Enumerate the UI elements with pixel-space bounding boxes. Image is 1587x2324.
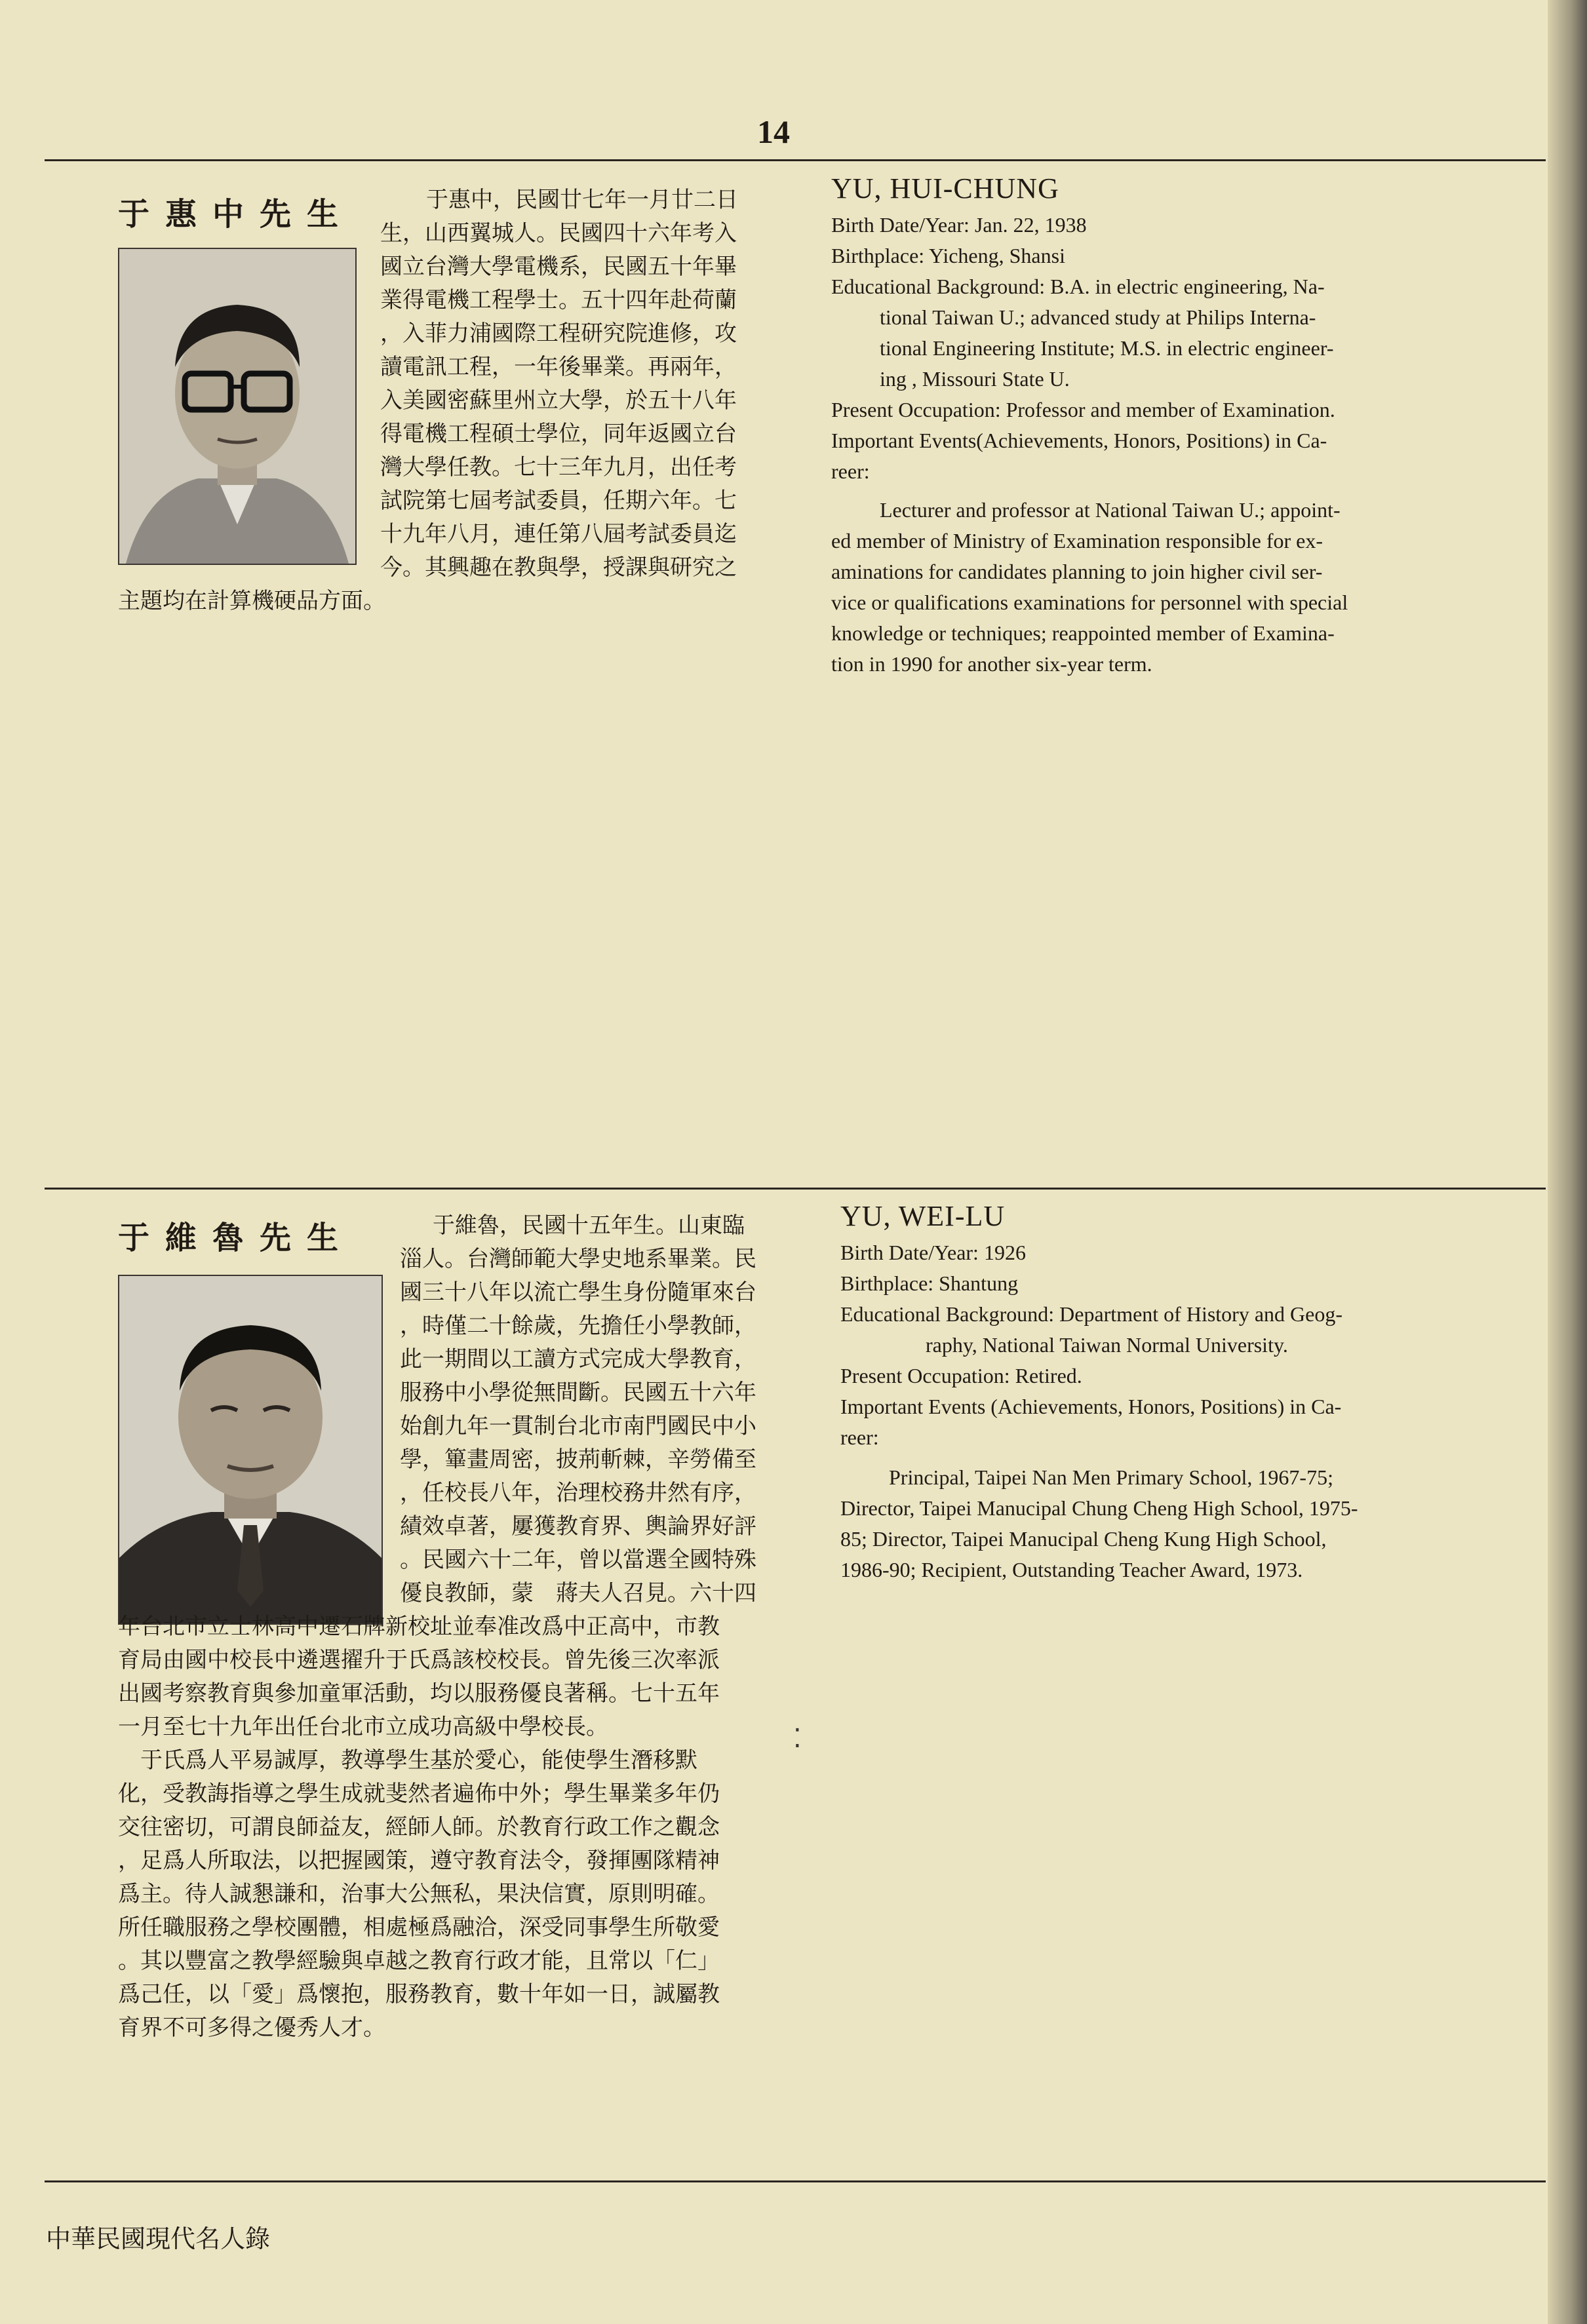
entry-2-en-line: Director, Taipei Manucipal Chung Cheng High School, 1975-: [840, 1496, 1358, 1520]
entry-2-cn-line: 于維魯，民國十五年生。山東臨: [433, 1212, 745, 1239]
entry-2-en-line: Principal, Taipei Nan Men Primary School, 1967-75;: [889, 1465, 1333, 1489]
entry-2-cn-line: 一月至七十九年出任台北市立成功高級中學校長。: [118, 1714, 608, 1740]
entry-2-cn-line: 育局由國中校長中遴選擢升于氏爲該校校長。曾先後三次率派: [118, 1647, 720, 1673]
entry-2-name-en: YU, WEI-LU: [840, 1200, 1006, 1232]
entry-1-cn-line: 今。其興趣在教與學，授課與研究之: [380, 554, 737, 581]
entry-2-cn-line: 此一期間以工讀方式完成大學教育，: [400, 1346, 756, 1372]
entry-1-cn-line: 入美國密蘇里州立大學，於五十八年: [380, 387, 737, 414]
entry-1-en-line: Important Events(Achievements, Honors, Positions) in Ca-: [831, 429, 1327, 452]
entry-1-cn-line: 于惠中，民國廿七年一月廿二日: [426, 187, 738, 213]
page-number: 14: [757, 113, 790, 150]
entry-2-cn-line: 。民國六十二年，曾以當選全國特殊: [400, 1547, 756, 1573]
stray-mark: ⁚: [793, 1724, 802, 1754]
entry-2-bio-en: [840, 1237, 1587, 1585]
entry-2-cn-line: 學，篳畫周密，披荊斬棘，辛勞備至: [400, 1446, 756, 1473]
entry-2-cn-line: 淄人。台灣師範大學史地系畢業。民: [400, 1246, 756, 1272]
entry-1-cn-line: 灣大學任教。七十三年九月，出任考: [380, 454, 737, 480]
entry-2-cn-line: 。其以豐富之教學經驗與卓越之教育行政才能，且常以「仁」: [118, 1948, 720, 1974]
entry-1-cn-line: 國立台灣大學電機系，民國五十年畢: [380, 254, 737, 280]
entry-1-cn-line: 讀電訊工程，一年後畢業。再兩年，: [380, 354, 737, 380]
entry-2-en-line: Present Occupation: Retired.: [840, 1364, 1082, 1387]
entry-2-cn-line: ，時僅二十餘歲，先擔任小學教師，: [400, 1313, 756, 1339]
entry-1-name-en: YU, HUI-CHUNG: [831, 172, 1059, 204]
entry-1-cn-line: 生，山西翼城人。民國四十六年考入: [380, 220, 737, 246]
entry-2-bio-cn-side: [400, 1209, 756, 1610]
entry-2-cn-line: 始創九年一貫制台北市南門國民中小: [400, 1413, 756, 1439]
entry-2-cn-line: 優良教師，蒙 蔣夫人召見。六十四: [400, 1580, 756, 1606]
entry-2-portrait-illustration: [119, 1276, 382, 1623]
entry-1-en-line: ing , Missouri State U.: [880, 367, 1070, 391]
entry-1-en-line: tional Taiwan U.; advanced study at Philips Interna-: [880, 305, 1316, 329]
entry-2-cn-line: 國三十八年以流亡學生身份隨軍來台: [400, 1279, 756, 1306]
entry-1-en-line: vice or qualifications examinations for personnel with special: [831, 591, 1348, 614]
entry-1-en-line: Present Occupation: Professor and member of Examination.: [831, 398, 1335, 421]
entry-2-name-cn: 于維魯先生: [118, 1220, 355, 1256]
entry-1-name-cn: 于惠中先生: [118, 196, 355, 233]
entry-1-cn-line: 得電機工程碩士學位，同年返國立台: [380, 421, 737, 447]
entry-2-portrait-photo: [118, 1275, 383, 1625]
entry-1-cn-line: 主題均在計算機硬品方面。: [118, 588, 385, 614]
entry-1-cn-line: ，入菲力浦國際工程研究院進修，攻: [380, 320, 737, 347]
entry-1-bio-cn-full: [118, 585, 385, 618]
entry-1-en-line: Birthplace: Yicheng, Shansi: [831, 244, 1065, 267]
bottom-rule: [45, 2180, 1546, 2182]
entry-2-cn-line: ，足爲人所取法，以把握國策，遵守教育法令，發揮團隊精神: [118, 1848, 720, 1874]
entry-2-cn-line: 年台北市立士林高中遷石牌新校址並奉准改爲中正高中，市教: [118, 1614, 720, 1640]
entry-1-portrait-illustration: [119, 249, 355, 564]
entry-1-portrait-photo: [118, 248, 357, 565]
entry-2-en-line: 1986-90; Recipient, Outstanding Teacher Award, 1973.: [840, 1558, 1303, 1581]
entry-2-bio-cn-full: [118, 1610, 720, 2045]
entry-2-cn-line: 出國考察教育與參加童軍活動，均以服務優良著稱。七十五年: [118, 1680, 720, 1707]
entry-1-en-line: Educational Background: B.A. in electric engineering, Na-: [831, 275, 1325, 298]
entry-2-en-line: 85; Director, Taipei Manucipal Cheng Kung High School,: [840, 1527, 1327, 1551]
entry-1-en-line: ed member of Ministry of Examination responsible for ex-: [831, 529, 1323, 552]
entry-1-bio-cn-side: [380, 184, 738, 585]
entry-1-bio-en: [831, 210, 1587, 680]
entry-2-cn-line: 爲主。待人誠懇謙和，治事大公無私，果決信實，原則明確。: [118, 1881, 720, 1907]
entry-1-cn-line: 十九年八月，連任第八屆考試委員迄: [380, 521, 737, 547]
entry-2-cn-line: 績效卓著，屢獲教育界、輿論界好評: [400, 1513, 756, 1540]
entry-2-en-line: Birthplace: Shantung: [840, 1271, 1019, 1295]
entry-2-cn-line: 化，受教誨指導之學生成就斐然者遍佈中外；學生畢業多年仍: [118, 1781, 720, 1807]
entry-2-cn-line: 交往密切，可謂良師益友，經師人師。於教育行政工作之觀念: [118, 1814, 720, 1840]
top-rule: [45, 159, 1546, 161]
entry-1-en-line: reer:: [831, 459, 870, 483]
entry-1-en-line: tion in 1990 for another six-year term.: [831, 652, 1152, 676]
entry-2-en-line: Educational Background: Department of History and Geog-: [840, 1302, 1342, 1326]
entry-1-en-line: Lecturer and professor at National Taiwan U.; appoint-: [880, 498, 1341, 522]
entry-1-en-line: aminations for candidates planning to join higher civil ser-: [831, 560, 1323, 583]
entry-1-en-line: knowledge or techniques; reappointed member of Examina-: [831, 621, 1335, 645]
entry-2-cn-line: 育界不可多得之優秀人才。: [118, 2015, 385, 2041]
entry-2-cn-line: 所任職服務之學校團體，相處極爲融洽，深受同事學生所敬愛: [118, 1914, 720, 1941]
entry-1-en-line: tional Engineering Institute; M.S. in electric engineer-: [880, 336, 1334, 360]
footer-book-title: 中華民國現代名人錄: [46, 2224, 271, 2253]
entry-2-en-line: Important Events (Achievements, Honors, Positions) in Ca-: [840, 1395, 1342, 1418]
entry-2-cn-line: 爲己任，以「愛」爲懷抱，服務教育，數十年如一日，誠屬教: [118, 1981, 720, 2007]
entry-1-cn-line: 業得電機工程學士。五十四年赴荷蘭: [380, 287, 737, 313]
entry-1-cn-line: 試院第七屆考試委員，任期六年。七: [380, 488, 737, 514]
entry-2-cn-line: 于氏爲人平易誠厚，教導學生基於愛心，能使學生潛移默: [118, 1747, 697, 1773]
entry-1-en-line: Birth Date/Year: Jan. 22, 1938: [831, 213, 1087, 237]
entry-2-en-line: raphy, National Taiwan Normal University.: [926, 1333, 1288, 1357]
middle-rule: [45, 1188, 1546, 1190]
entry-2-en-line: reer:: [840, 1425, 879, 1449]
entry-2-cn-line: ，任校長八年，治理校務井然有序，: [400, 1480, 756, 1506]
entry-2-en-line: Birth Date/Year: 1926: [840, 1241, 1026, 1264]
entry-2-cn-line: 服務中小學從無間斷。民國五十六年: [400, 1380, 756, 1406]
